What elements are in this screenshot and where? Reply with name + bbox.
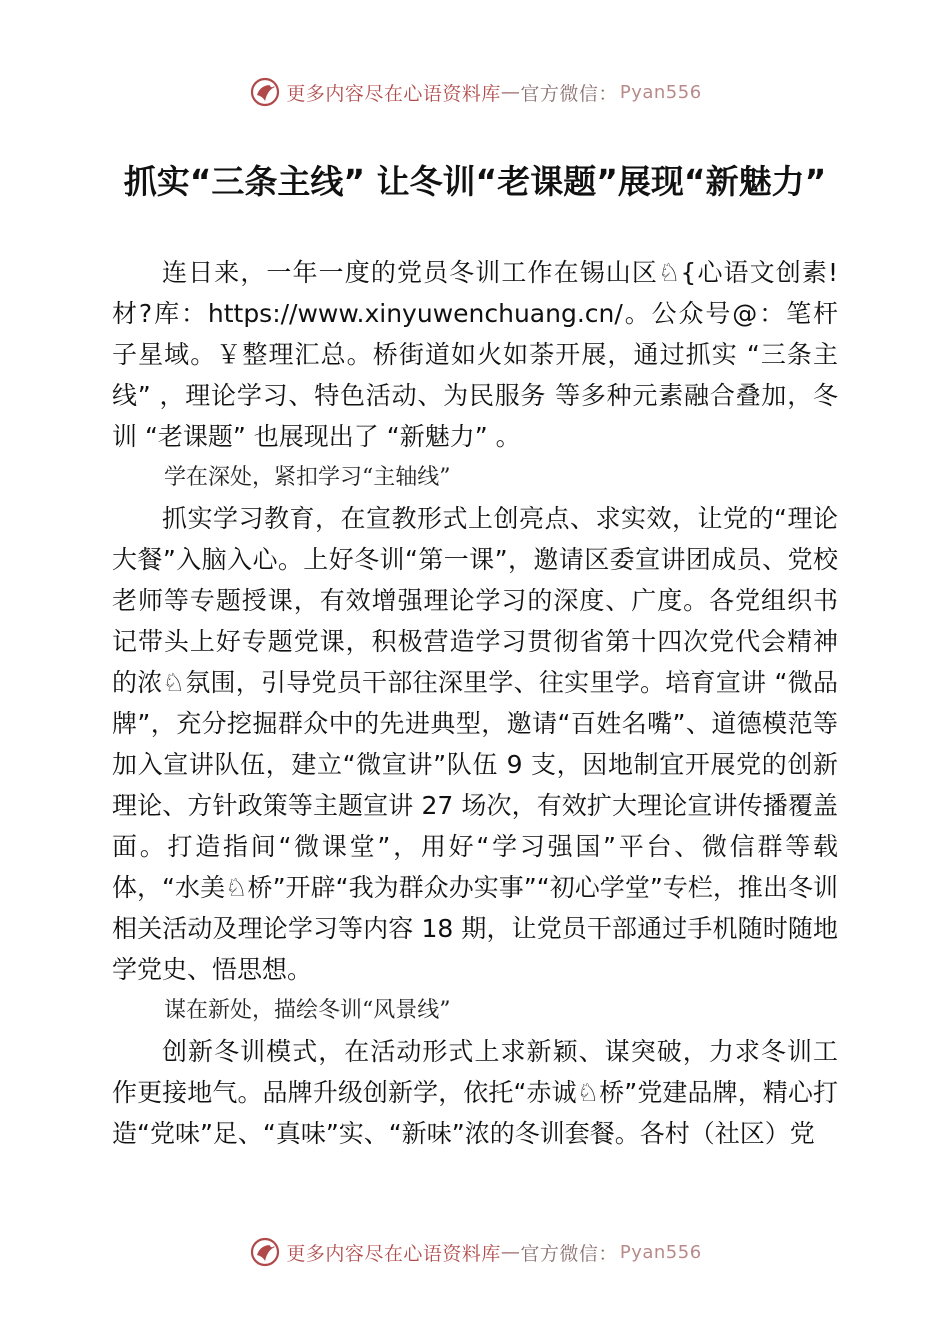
brand-logo-icon [248,75,282,109]
paragraph-innovation: 创新冬训模式，在活动形式上求新颖、谋突破，力求冬训工 作更接地气。品牌升级创新学，依托“赤诚♘桥”党建品牌，精心打造“党味”足、“真味”实、“新味”浓的冬训套餐。各村（社区）党 [112,1037,838,1148]
paragraph-study: 抓实学习教育，在宣教形式上创亮点、求实效，让党的“理论大餐”入脑入心。上好冬训“第一课”，邀请区委宣讲团成员、党校老师等专题授课，有效增强理论学习的深度、广度。各党组织书 记带头上好专题党课，积极营造学习贯彻省第十四次党代会精神 的浓♘氛围，引导党员干部往深里学、往实里学。培育宣讲 “微品牌”，充分挖掘群众中的先进典型，邀请“百姓名嘴”、道德模范等加入宣讲队伍，建立“微宣讲”队伍 9 支，因地制宜开展党的创新理论、方针政策等主题宣讲 27 场次，有效扩大理论宣讲传播覆盖面。打造指间“微课堂”，用好“学习强国”平台、微信群等载体，“水美♘桥”开辟“我为群众办实事”“初心学堂”专栏，推出冬训相关活动及理论学习等内容 18 期，让党员干部通过手机随时随地学党史、悟思想。 [112,504,838,984]
section-heading-1: 学在深处，紧扣学习“主轴线” [164,465,451,490]
watermark-wechat-label: 官方微信： [520,82,618,105]
brand-logo-icon [248,1235,282,1269]
watermark-header [0,72,950,112]
paragraph-intro: 连日来，一年一度的党员冬训工作在锡山区♘{心语文创素!材?库：https://www.xinyuwenchuang.cn/。公众号@：笔杆子星域。￥整理汇总。桥街道如火如荼开展，通过抓实 “三条主线” ，理论学习、特色活动、为民服务 等多种元素融合叠加，冬训 “老课题” 也展现出了 “新魅力” 。 [112,258,838,451]
watermark-dash: — [500,1241,521,1263]
watermark-footer [0,1232,950,1272]
watermark-main-text: 更多内容尽在心语资料库 [286,82,501,105]
watermark-main-text: 更多内容尽在心语资料库 [286,1242,501,1265]
page-title: 抓实“三条主线” 让冬训“老课题”展现“新魅力” [123,162,827,201]
watermark-wechat-id: Pyan556 [619,1241,702,1263]
watermark-wechat-label: 官方微信： [520,1242,618,1265]
section-heading-2: 谋在新处，描绘冬训“风景线” [164,998,451,1023]
article-body [112,252,838,1154]
watermark-wechat-id: Pyan556 [619,81,702,103]
watermark-dash: — [500,81,521,103]
